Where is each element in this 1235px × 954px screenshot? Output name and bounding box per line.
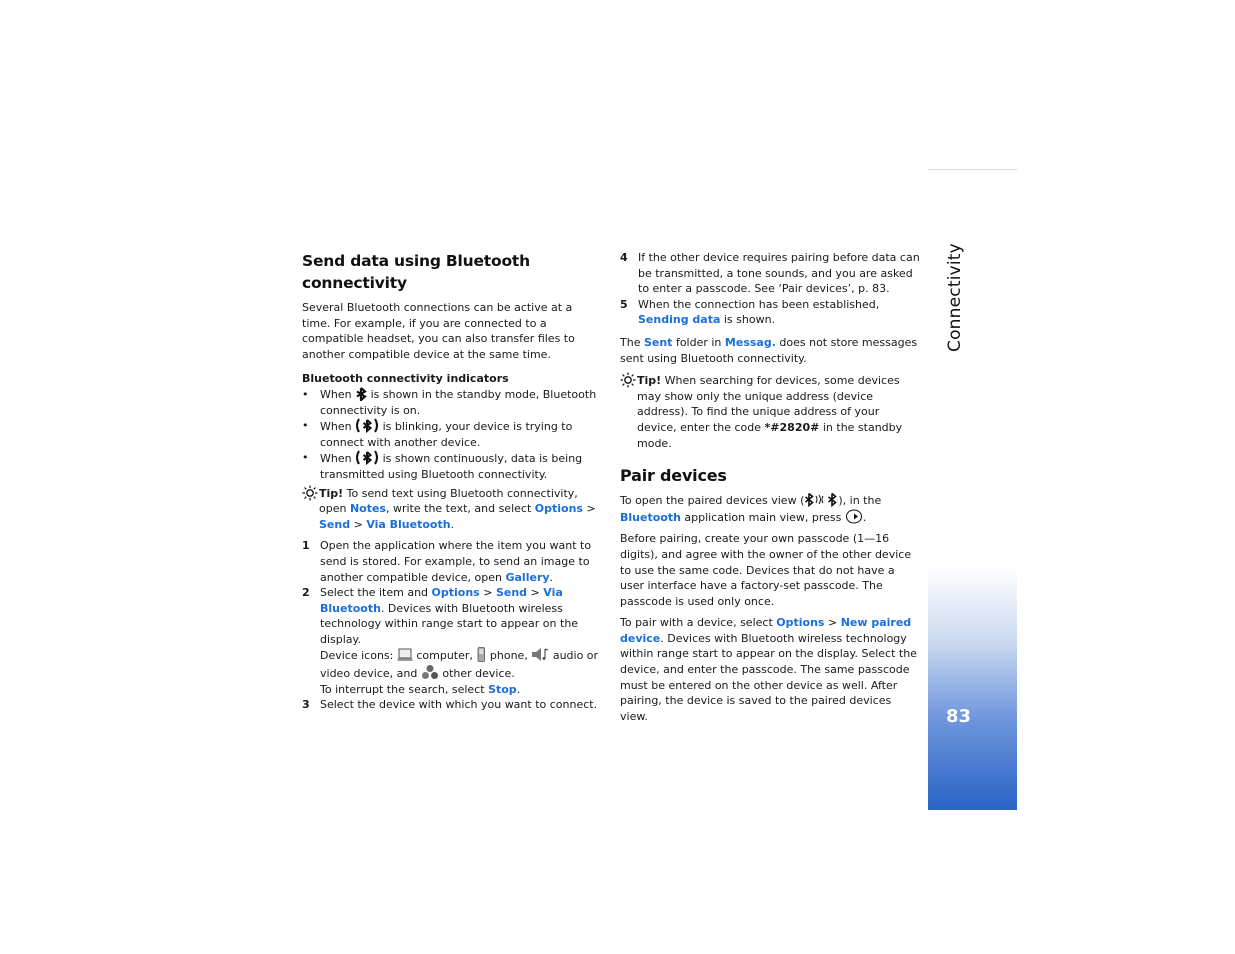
bluetooth-connecting-icon — [355, 418, 379, 433]
send-link: Send — [319, 517, 351, 531]
indicators-heading: Bluetooth connectivity indicators — [302, 372, 509, 386]
step-5: 5 When the connection has been established, Sending data is shown. — [620, 297, 880, 327]
section-title: Connectivity — [945, 243, 965, 352]
bullet-icon: • — [302, 451, 309, 465]
bluetooth-icon — [355, 387, 367, 401]
list-item: • When is shown continuously, data is being transmitted using Bluetooth connectivity. — [302, 451, 583, 481]
bluetooth-connected-icon — [355, 450, 379, 465]
pair-paragraph-3: To pair with a device, select Options > New paired device. Devices with Bluetooth wireless technology within range start to appear on the display. Select the device, and enter the passcode. The same passcode must be entered on the other device as well. After pairing, the device is saved to the paired devices view. — [620, 616, 917, 723]
computer-icon — [397, 648, 413, 662]
gallery-link: Gallery — [505, 570, 550, 584]
pair-paragraph-2: Before pairing, create your own passcode (1—16 digits), and agree with the owner of the other device to use the same code. Devices that do not have a user interface have a factory-set passcode. The passcode is used only once. — [620, 532, 912, 608]
sent-folder-paragraph: The Sent folder in Messag. does not store messages sent using Bluetooth connectivity. — [620, 335, 918, 365]
audio-video-device-icon — [531, 647, 549, 662]
heading-pair-devices: Pair devices — [620, 466, 727, 486]
tip-send-text: Tip! To send text using Bluetooth connectivity, open Notes, write the text, and select Options > Send > Via Bluetooth. — [302, 486, 602, 533]
stop-link: Stop — [488, 682, 517, 696]
new-paired-device-link: New paired device — [620, 616, 912, 645]
left-column — [302, 250, 602, 713]
messag-link: Messag. — [724, 335, 776, 349]
step-4: 4 If the other device requires pairing before data can be transmitted, a tone sounds, and you are asked to enter a passcode. See ‘Pair devices’, p. 83. — [620, 251, 920, 296]
step-2: 2 Select the item and Options > Send > Via Bluetooth. Devices with Bluetooth wireless technology within range start to appear on the display. Device icons: computer, phone, audio or video device, and other device. To interrupt the search, select Stop. — [302, 586, 599, 696]
tip-bulb-icon — [302, 485, 318, 501]
bluetooth-link: Bluetooth — [620, 510, 681, 524]
via-bluetooth-link: Via Bluetooth — [366, 517, 451, 531]
tip-bulb-icon — [620, 372, 636, 388]
options-link: Options — [431, 586, 480, 600]
list-item: • When is blinking, your device is trying to connect with another device. — [302, 419, 573, 449]
options-link: Options — [534, 502, 583, 516]
sending-data-link: Sending data — [638, 313, 721, 327]
send-link: Send — [495, 586, 528, 600]
tip-unique-address: Tip! When searching for devices, some devices may show only the unique address (device address). To find the unique address of your device, enter the code *#2820# in the standby mode. — [620, 373, 920, 451]
other-device-icon — [421, 664, 439, 680]
page-number: 83 — [946, 706, 972, 727]
bullet-icon: • — [302, 387, 309, 401]
step-3: 3 Select the device with which you want to connect. — [302, 698, 598, 712]
paired-devices-icon — [804, 492, 838, 507]
joystick-right-icon — [845, 509, 863, 524]
right-column — [620, 250, 920, 724]
bullet-icon: • — [302, 419, 309, 433]
notes-link: Notes — [349, 502, 386, 516]
pair-paragraph-1: To open the paired devices view ( ), in the Bluetooth application main view, press . — [620, 494, 882, 524]
step-1: 1 Open the application where the item you want to send is stored. For example, to send an image to another compatible device, open Gallery. — [302, 539, 592, 584]
heading-send-data: Send data using Bluetooth connectivity — [302, 252, 530, 292]
section-tab — [928, 169, 1017, 810]
intro-paragraph: Several Bluetooth connections can be active at a time. For example, if you are connected to a compatible headset, you can also transfer files to another compatible device at the same time. — [302, 301, 575, 361]
options-link: Options — [776, 616, 825, 630]
sent-link: Sent — [643, 335, 673, 349]
phone-icon — [476, 647, 486, 662]
list-item: • When is shown in the standby mode, Bluetooth connectivity is on. — [302, 387, 597, 417]
unique-address-code: *#2820# — [764, 420, 820, 434]
via-bluetooth-link: Via Bluetooth — [320, 586, 563, 615]
